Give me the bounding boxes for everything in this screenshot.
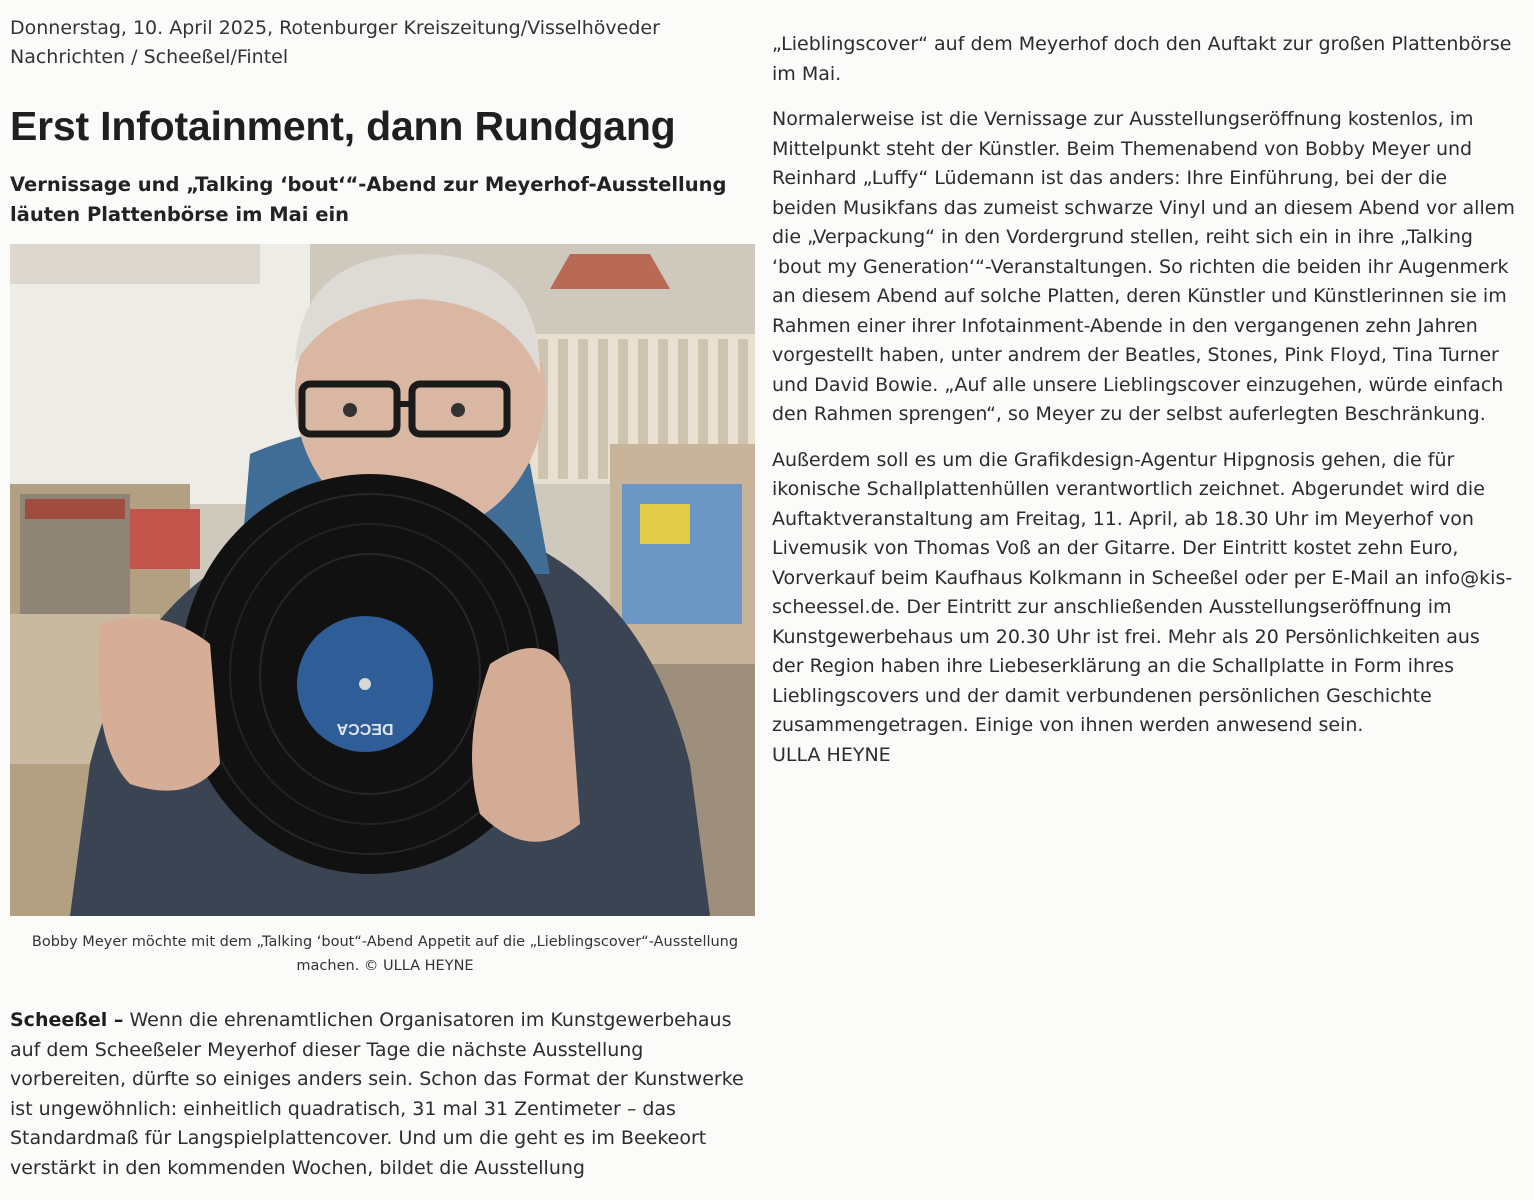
record-label-text: DECCA (336, 720, 394, 737)
lead-paragraph (10, 1006, 760, 1183)
lead-place: Scheeßel – (10, 1009, 124, 1031)
author: ULLA HEYNE (772, 743, 891, 766)
right-hand (472, 648, 580, 842)
window-frame (10, 244, 260, 284)
red-lamp (550, 254, 670, 289)
left-column (10, 14, 760, 1183)
dateline: Donnerstag, 10. April 2025, Rotenburger Kreiszeitung/Visselhöveder Nachrichten / Scheeßel/Fintel (10, 17, 660, 68)
article-photo (10, 244, 755, 916)
left-hand (98, 617, 220, 790)
headline: Erst Infotainment, dann Rundgang (10, 103, 676, 149)
photo-caption: Bobby Meyer möchte mit dem „Talking ‘bout“-Abend Appetit auf die „Lieblingscover“-Ausstellung machen. © ULLA HEYNE (31, 934, 739, 974)
photo-illustration (10, 244, 755, 916)
paragraph-2: Normalerweise ist die Vernissage zur Ausstellungseröffnung kostenlos, im Mittelpunkt steht der Künstler. Beim Themenabend von Bobby Meyer und Reinhard „Luffy“ Lüdemann ist das anders: Ihre Einführung, bei der die beiden Musikfans das zumeist schwarze Vinyl und an diesem Abend vor allem die „Verpackung“ in den Vordergrund stellen, reiht sich ein in ihre „Talking ‘bout my Generation‘“-Veranstaltungen. So richten die beiden ihr Augenmerk an diesem Abend auf solche Platten, deren Künstler und Künstlerinnen sie im Rahmen einer ihrer Infotainment-Abende in den vergangenen zehn Jahren vorgestellt haben, unter andrem der Beatles, Stones, Pink Floyd, Tina Turner und David Bowie. „Auf alle unsere Lieblingscover einzugehen, würde einfach den Rahmen sprengen“, so Meyer zu der selbst auferlegten Beschränkung. (772, 108, 1515, 425)
right-column (772, 30, 1517, 770)
paragraph-3: Außerdem soll es um die Grafikdesign-Agentur Hipgnosis gehen, die für ikonische Schallplattenhüllen verantwortlich zeichnet. Abgerundet wird die Auftaktveranstaltung am Freitag, 11. April, ab 18.30 Uhr im Meyerhof von Livemusik von Thomas Voß an der Gitarre. Der Eintritt kostet zehn Euro, Vorverkauf beim Kaufhaus Kolkmann in Scheeßel oder per E-Mail an info@kis-scheessel.de. Der Eintritt zur anschließenden Ausstellungseröffnung im Kunstgewerbehaus um 20.30 Uhr ist frei. Mehr als 20 Persönlichkeiten aus der Region haben ihre Liebeserklärung an die Schallplatte in Form ihres Lieblingscovers und der damit verbundenen persönlichen Geschichte zusammengetragen. Einige von ihnen werden anwesend sein. (772, 448, 1513, 736)
lead-text: Wenn die ehrenamtlichen Organisatoren im Kunstgewerbehaus auf dem Scheeßeler Meyerhof dieser Tage die nächste Ausstellung vorbereiten, dürfte so einiges anders sein. Schon das Format der Kunstwerke ist ungewöhnlich: einheitlich quadratisch, 31 mal 31 Zentimeter – das Standardmaß für Langspielplattencover. Und um die geht es im Beekeort verstärkt in den kommenden Wochen, bildet die Ausstellung (10, 1009, 744, 1179)
continuation-paragraph: „Lieblingscover“ auf dem Meyerhof doch den Auftakt zur großen Plattenbörse im Mai. (772, 33, 1512, 85)
subheadline: Vernissage und „Talking ‘bout‘“-Abend zur Meyerhof-Ausstellung läuten Plattenbörse im Mai ein (10, 173, 727, 226)
